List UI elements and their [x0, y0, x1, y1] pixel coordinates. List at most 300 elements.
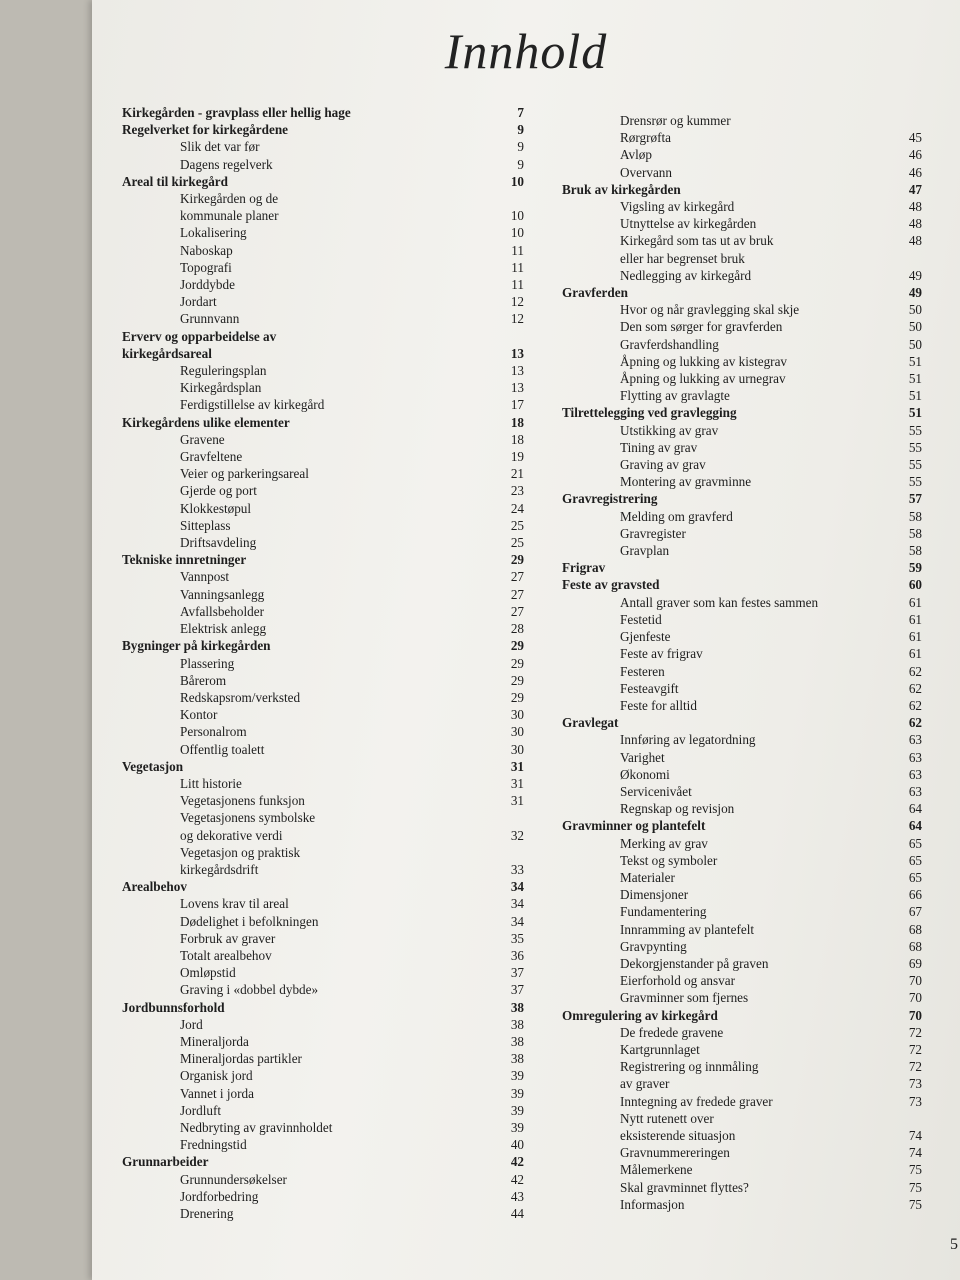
toc-section	[562, 628, 922, 645]
toc-entry-page: 9	[517, 139, 524, 155]
toc-section	[122, 1085, 524, 1102]
toc-section	[562, 456, 922, 473]
toc-entry-page: 38	[510, 1051, 524, 1067]
toc-column-left	[122, 104, 524, 1222]
toc-entry-page: 29	[510, 552, 524, 568]
toc-section	[122, 672, 524, 689]
toc-section	[122, 500, 524, 517]
toc-entry-page: 9	[517, 122, 524, 138]
toc-entry-title: Vegetasjonens symbolske	[180, 810, 316, 826]
toc-section	[562, 611, 922, 628]
toc-section	[562, 1093, 922, 1110]
toc-entry-title: Ferdigstillelse av kirkegård	[180, 397, 325, 413]
toc-section	[122, 913, 524, 930]
toc-entry-page: 51	[908, 405, 922, 421]
toc-chapter	[122, 121, 524, 138]
toc-entry-title: Festeren	[620, 663, 665, 679]
toc-entry-title: Festetid	[620, 611, 662, 627]
toc-entry-title: Tining av grav	[620, 439, 698, 455]
toc-entry-page: 64	[908, 801, 922, 817]
toc-entry-title: Gravminner som fjernes	[620, 990, 749, 1006]
toc-entry-page: 9	[517, 156, 524, 172]
toc-entry-page: 44	[510, 1206, 524, 1221]
toc-entry-title: Gravminner og plantefelt	[562, 818, 706, 834]
toc-section	[122, 809, 524, 826]
toc-entry-title: Gravlegat	[562, 715, 619, 731]
toc-entry-title: Plassering	[180, 655, 235, 671]
toc-entry-page: 51	[908, 353, 922, 369]
toc-entry-title: Avløp	[620, 147, 652, 163]
toc-section	[562, 1024, 922, 1041]
toc-entry-page: 7	[517, 105, 524, 120]
toc-entry-title: Vigsling av kirkegård	[620, 199, 735, 215]
toc-entry-page: 59	[908, 560, 922, 576]
toc-entry-page: 11	[511, 242, 524, 258]
toc-section	[562, 903, 922, 920]
toc-entry-page: 29	[510, 638, 524, 654]
toc-entry-title: av graver	[620, 1076, 670, 1092]
toc-entry-title: Regnskap og revisjon	[620, 801, 735, 817]
toc-entry-title: Fundamentering	[620, 904, 707, 920]
toc-section	[122, 706, 524, 723]
toc-entry-page: 61	[908, 646, 922, 662]
toc-entry-title: Tekniske innretninger	[122, 552, 247, 568]
toc-entry-title: Arealbehov	[122, 879, 187, 895]
toc-chapter	[562, 404, 922, 421]
toc-section	[122, 1067, 524, 1084]
toc-entry-title: Regelverket for kirkegårdene	[122, 122, 289, 138]
toc-section	[562, 749, 922, 766]
toc-section	[122, 431, 524, 448]
toc-entry-title: Gravregister	[620, 525, 686, 541]
toc-entry-title: Utnyttelse av kirkegården	[620, 216, 757, 232]
toc-section	[122, 964, 524, 981]
toc-section	[562, 697, 922, 714]
toc-chapter	[122, 328, 524, 345]
toc-entry-title: Graving av grav	[620, 457, 706, 473]
toc-section	[562, 1144, 922, 1161]
toc-entry-title: Overvann	[620, 164, 672, 180]
toc-entry-title: Festeavgift	[620, 680, 679, 696]
toc-section	[122, 207, 524, 224]
toc-entry-page: 38	[510, 1033, 524, 1049]
toc-entry-page: 50	[908, 302, 922, 318]
toc-entry-page: 46	[908, 164, 922, 180]
toc-entry-page: 64	[908, 818, 922, 834]
toc-section	[562, 835, 922, 852]
toc-section	[122, 276, 524, 293]
toc-entry-title: Kontor	[180, 707, 218, 723]
toc-entry-title: Gravnummereringen	[620, 1145, 730, 1161]
toc-section	[122, 568, 524, 585]
toc-section	[562, 422, 922, 439]
toc-entry-page: 45	[908, 130, 922, 146]
toc-entry-title: Feste for alltid	[620, 697, 697, 713]
toc-section	[562, 508, 922, 525]
toc-entry-page: 21	[510, 466, 524, 482]
toc-chapter	[562, 576, 922, 593]
toc-entry-title: Jordart	[180, 294, 217, 310]
toc-entry-page: 63	[908, 766, 922, 782]
toc-section	[562, 766, 922, 783]
toc-section	[562, 301, 922, 318]
toc-entry-page: 51	[908, 388, 922, 404]
toc-entry-page: 11	[511, 259, 524, 275]
toc-entry-title: Dimensjoner	[620, 887, 689, 903]
toc-entry-page: 49	[908, 267, 922, 283]
toc-entry-page: 31	[510, 793, 524, 809]
toc-section	[122, 895, 524, 912]
toc-entry-title: Skal gravminnet flyttes?	[620, 1179, 749, 1195]
toc-entry-title: Vannet i jorda	[180, 1085, 254, 1101]
toc-entry-title: Naboskap	[180, 242, 233, 258]
toc-entry-page: 27	[510, 569, 524, 585]
toc-entry-page: 68	[908, 938, 922, 954]
toc-entry-page: 27	[510, 603, 524, 619]
toc-entry-title: Innføring av legatordning	[620, 732, 756, 748]
toc-entry-page: 30	[510, 741, 524, 757]
toc-section	[122, 1033, 524, 1050]
toc-section	[122, 723, 524, 740]
toc-chapter	[122, 173, 524, 190]
toc-entry-title: Grunnvann	[180, 311, 240, 327]
book-page	[92, 0, 960, 1280]
toc-entry-page: 75	[908, 1179, 922, 1195]
toc-section	[562, 353, 922, 370]
toc-entry-page: 35	[510, 930, 524, 946]
toc-entry-page: 58	[908, 543, 922, 559]
toc-entry-title: Nedlegging av kirkegård	[620, 267, 752, 283]
toc-entry-title: Mineraljorda	[180, 1033, 249, 1049]
toc-section	[562, 886, 922, 903]
toc-section	[562, 164, 922, 181]
toc-section	[562, 955, 922, 972]
toc-entry-page: 10	[510, 208, 524, 224]
toc-chapter	[122, 878, 524, 895]
toc-section	[562, 1161, 922, 1178]
toc-section	[122, 482, 524, 499]
toc-entry-page: 25	[510, 535, 524, 551]
toc-entry-title: Avfallsbeholder	[180, 603, 264, 619]
toc-chapter	[122, 1153, 524, 1170]
toc-entry-title: Nedbryting av gravinnholdet	[180, 1119, 333, 1135]
toc-section	[562, 645, 922, 662]
toc-chapter	[562, 181, 922, 198]
toc-entry-title: Drenering	[180, 1206, 234, 1221]
toc-entry-title: Dagens regelverk	[180, 156, 273, 172]
toc-section	[122, 293, 524, 310]
toc-section	[562, 869, 922, 886]
toc-entry-title: Bruk av kirkegården	[562, 181, 681, 197]
toc-entry-page: 73	[908, 1076, 922, 1092]
toc-section	[122, 655, 524, 672]
toc-section	[562, 318, 922, 335]
toc-entry-page: 17	[510, 397, 524, 413]
toc-entry-page: 50	[908, 336, 922, 352]
toc-entry-page: 42	[510, 1171, 524, 1187]
toc-entry-title: Erverv og opparbeidelse av	[122, 328, 277, 344]
toc-entry-title: og dekorative verdi	[180, 827, 283, 843]
toc-entry-page: 10	[510, 173, 524, 189]
toc-section	[562, 1058, 922, 1075]
toc-section	[562, 1127, 922, 1144]
toc-entry-title: Bygninger på kirkegården	[122, 638, 271, 654]
toc-chapter	[122, 758, 524, 775]
toc-entry-title: Frigrav	[562, 560, 606, 576]
toc-entry-page: 37	[510, 965, 524, 981]
toc-entry-page: 58	[908, 508, 922, 524]
toc-entry-page: 39	[510, 1119, 524, 1135]
toc-entry-title: eller har begrenset bruk	[620, 250, 745, 266]
toc-entry-page: 55	[908, 422, 922, 438]
toc-section	[122, 517, 524, 534]
toc-entry-page: 70	[908, 973, 922, 989]
toc-entry-page: 18	[510, 431, 524, 447]
toc-entry-title: Areal til kirkegård	[122, 173, 228, 189]
toc-entry-page: 50	[908, 319, 922, 335]
toc-section	[122, 603, 524, 620]
toc-entry-page: 62	[908, 715, 922, 731]
toc-entry-title: Litt historie	[180, 775, 242, 791]
toc-chapter	[122, 551, 524, 568]
toc-entry-title: Eierforhold og ansvar	[620, 973, 735, 989]
toc-section	[562, 594, 922, 611]
toc-entry-page: 65	[908, 852, 922, 868]
toc-entry-page: 30	[510, 724, 524, 740]
toc-entry-title: Tekst og symboler	[620, 852, 718, 868]
toc-entry-page: 29	[510, 672, 524, 688]
toc-entry-page: 62	[908, 663, 922, 679]
toc-entry-page: 36	[510, 947, 524, 963]
toc-entry-title: Kirkegården - gravplass eller hellig hage	[122, 105, 351, 120]
toc-entry-page: 48	[908, 216, 922, 232]
toc-entry-page: 69	[908, 955, 922, 971]
toc-entry-title: Kartgrunnlaget	[620, 1041, 700, 1057]
toc-section	[562, 146, 922, 163]
toc-section	[562, 800, 922, 817]
toc-entry-title: Redskapsrom/verksted	[180, 689, 301, 705]
toc-entry-title: Antall graver som kan festes sammen	[620, 594, 819, 610]
toc-entry-title: Kirkegård som tas ut av bruk	[620, 233, 774, 249]
toc-section	[122, 396, 524, 413]
toc-section	[562, 525, 922, 542]
toc-entry-page: 18	[510, 414, 524, 430]
toc-entry-title: Feste av gravsted	[562, 577, 660, 593]
toc-entry-page: 12	[510, 294, 524, 310]
toc-section	[562, 938, 922, 955]
toc-entry-title: Lovens krav til areal	[180, 896, 289, 912]
toc-entry-title: Lokalisering	[180, 225, 247, 241]
toc-entry-title: Jordbunnsforhold	[122, 999, 225, 1015]
toc-entry-title: De fredede gravene	[620, 1024, 724, 1040]
toc-entry-title: Graving i «dobbel dybde»	[180, 982, 319, 998]
toc-entry-title: kirkegårdsdrift	[180, 861, 259, 877]
toc-entry-page: 30	[510, 707, 524, 723]
toc-section	[122, 1102, 524, 1119]
toc-entry-title: Totalt arealbehov	[180, 947, 272, 963]
toc-section	[562, 112, 922, 129]
toc-entry-page: 66	[908, 887, 922, 903]
toc-entry-title: Flytting av gravlagte	[620, 388, 730, 404]
toc-entry-title: Vanningsanlegg	[180, 586, 265, 602]
toc-entry-page: 65	[908, 835, 922, 851]
toc-entry-title: Dekorgjenstander på graven	[620, 955, 769, 971]
toc-entry-title: Dødelighet i befolkningen	[180, 913, 319, 929]
toc-entry-page: 47	[908, 181, 922, 197]
toc-entry-page: 24	[510, 500, 524, 516]
toc-entry-page: 38	[510, 999, 524, 1015]
toc-section	[562, 731, 922, 748]
toc-entry-title: Materialer	[620, 869, 675, 885]
toc-entry-title: Registrering og innmåling	[620, 1059, 759, 1075]
toc-entry-title: Åpning og lukking av urnegrav	[620, 371, 786, 387]
toc-section	[122, 534, 524, 551]
toc-entry-title: Gjenfeste	[620, 629, 671, 645]
toc-entry-page: 23	[510, 483, 524, 499]
toc-entry-page: 51	[908, 371, 922, 387]
toc-section	[122, 741, 524, 758]
toc-section	[122, 1050, 524, 1067]
toc-entry-title: Tilrettelegging ved gravlegging	[562, 405, 737, 421]
toc-entry-title: Vegetasjonens funksjon	[180, 793, 305, 809]
toc-entry-page: 13	[510, 363, 524, 379]
toc-entry-page: 34	[510, 879, 524, 895]
toc-entry-title: Melding om gravferd	[620, 508, 733, 524]
toc-entry-title: Hvor og når gravlegging skal skje	[620, 302, 800, 318]
toc-entry-title: Merking av grav	[620, 835, 708, 851]
toc-section	[562, 473, 922, 490]
toc-section	[122, 362, 524, 379]
toc-entry-page: 10	[510, 225, 524, 241]
toc-entry-page: 40	[510, 1137, 524, 1153]
toc-entry-title: Jordluft	[180, 1102, 222, 1118]
toc-section	[562, 439, 922, 456]
toc-section	[562, 1179, 922, 1196]
toc-entry-title: Jordforbedring	[180, 1188, 259, 1204]
toc-section	[122, 379, 524, 396]
toc-section	[562, 542, 922, 559]
toc-section	[122, 930, 524, 947]
toc-entry-title: Økonomi	[620, 766, 670, 782]
toc-entry-title: Organisk jord	[180, 1068, 253, 1084]
toc-entry-page: 39	[510, 1085, 524, 1101]
page-title: Innhold	[444, 23, 608, 79]
toc-entry-page: 39	[510, 1068, 524, 1084]
toc-entry-title: Utstikking av grav	[620, 422, 719, 438]
toc-section	[562, 680, 922, 697]
toc-section	[562, 336, 922, 353]
toc-entry-page: 63	[908, 783, 922, 799]
toc-section	[562, 387, 922, 404]
toc-chapter	[562, 714, 922, 731]
toc-entry-page: 62	[908, 697, 922, 713]
toc-entry-title: Gravregistrering	[562, 491, 658, 507]
toc-entry-title: Åpning og lukking av kistegrav	[620, 353, 788, 369]
toc-entry-page: 33	[510, 861, 524, 877]
toc-entry-title: Rørgrøfta	[620, 130, 672, 146]
toc-entry-title: Topografi	[180, 259, 232, 275]
toc-chapter	[562, 284, 922, 301]
toc-entry-page: 29	[510, 689, 524, 705]
toc-entry-title: Vannpost	[180, 569, 230, 585]
toc-entry-title: Bårerom	[180, 672, 227, 688]
toc-chapter	[562, 817, 922, 834]
toc-entry-page: 67	[908, 904, 922, 920]
toc-section	[122, 138, 524, 155]
toc-entry-page: 75	[908, 1196, 922, 1212]
toc-entry-page: 73	[908, 1093, 922, 1109]
toc-entry-page: 55	[908, 474, 922, 490]
toc-entry-page: 34	[510, 896, 524, 912]
toc-entry-page: 25	[510, 517, 524, 533]
toc-entry-page: 32	[510, 827, 524, 843]
toc-section	[122, 465, 524, 482]
toc-entry-title: Gravferden	[562, 285, 628, 301]
toc-entry-page: 43	[510, 1188, 524, 1204]
toc-entry-page: 55	[908, 439, 922, 455]
toc-entry-title: Grunnarbeider	[122, 1154, 209, 1170]
toc-entry-page: 58	[908, 525, 922, 541]
toc-column-right	[562, 112, 922, 1213]
toc-section	[122, 1119, 524, 1136]
toc-entry-title: Gjerde og port	[180, 483, 257, 499]
toc-entry-title: Servicenivået	[620, 783, 692, 799]
toc-entry-title: Driftsavdeling	[180, 535, 257, 551]
toc-section	[122, 1188, 524, 1205]
toc-entry-title: Slik det var før	[180, 139, 260, 155]
toc-entry-title: Sitteplass	[180, 517, 231, 533]
toc-entry-title: Montering av gravminne	[620, 474, 752, 490]
toc-entry-title: Fredningstid	[180, 1137, 247, 1153]
toc-section	[122, 586, 524, 603]
toc-entry-title: Drensrør og kummer	[620, 113, 731, 128]
toc-entry-page: 65	[908, 869, 922, 885]
toc-section	[562, 232, 922, 249]
toc-entry-page: 61	[908, 594, 922, 610]
toc-entry-page: 70	[908, 1007, 922, 1023]
toc-section	[562, 198, 922, 215]
toc-section	[122, 1171, 524, 1188]
toc-entry-page: 31	[510, 758, 524, 774]
toc-section	[122, 156, 524, 173]
toc-section	[122, 259, 524, 276]
toc-entry-title: kommunale planer	[180, 208, 279, 224]
toc-entry-page: 31	[510, 775, 524, 791]
toc-entry-page: 34	[510, 913, 524, 929]
toc-section	[562, 852, 922, 869]
toc-section	[122, 981, 524, 998]
toc-entry-page: 48	[908, 199, 922, 215]
toc-section	[562, 783, 922, 800]
toc-entry-page: 70	[908, 990, 922, 1006]
toc-chapter	[122, 104, 524, 121]
toc-entry-page: 63	[908, 732, 922, 748]
toc-entry-title: Kirkegårdsplan	[180, 380, 262, 396]
toc-entry-title: Personalrom	[180, 724, 247, 740]
toc-section	[122, 861, 524, 878]
toc-entry-page: 68	[908, 921, 922, 937]
toc-entry-page: 12	[510, 311, 524, 327]
toc-section	[562, 972, 922, 989]
toc-entry-title: Kirkegården og de	[180, 191, 279, 207]
toc-section	[562, 1075, 922, 1092]
toc-entry-title: Gravene	[180, 431, 225, 447]
toc-entry-page: 61	[908, 629, 922, 645]
toc-entry-page: 62	[908, 680, 922, 696]
toc-entry-page: 11	[511, 277, 524, 293]
toc-entry-page: 72	[908, 1041, 922, 1057]
page-number: 5	[950, 1236, 958, 1253]
